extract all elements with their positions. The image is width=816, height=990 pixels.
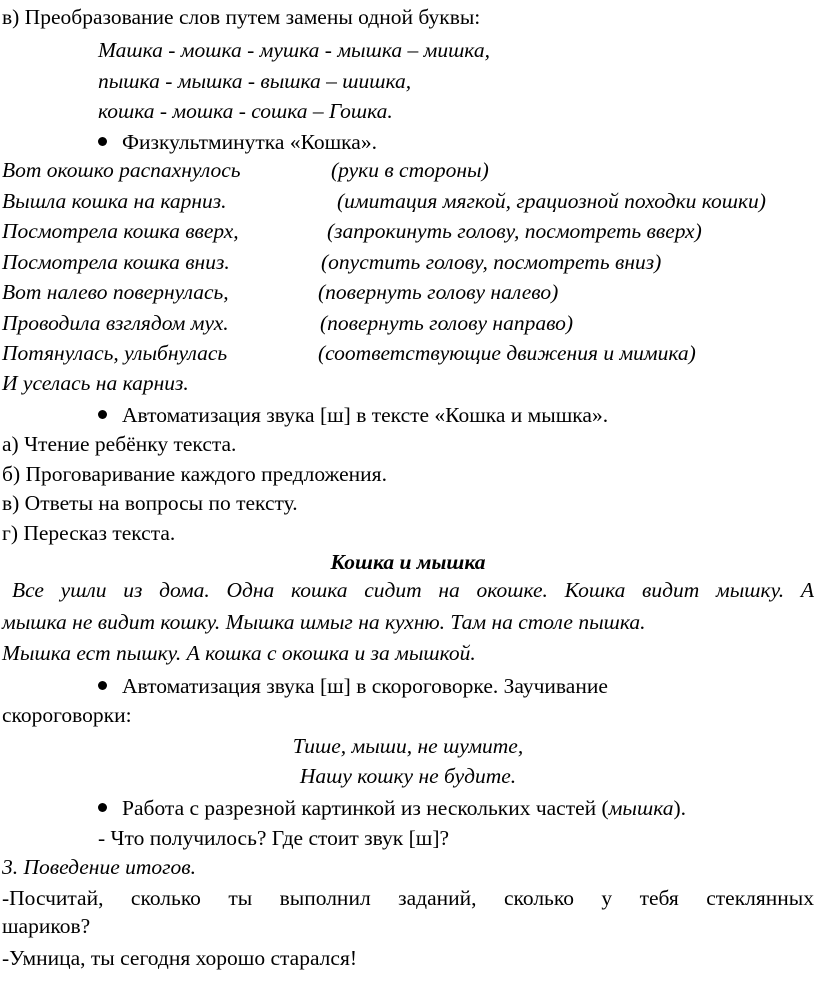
word-chain-line-1: Машка - мошка - мушка - мышка – мишка, xyxy=(98,38,490,62)
step-item: а) Чтение ребёнку текста. xyxy=(2,432,237,456)
summary-question-line-1: -Посчитай, сколько ты выполнил заданий, сколько у тебя стеклянных xyxy=(2,886,814,910)
step-item: в) Ответы на вопросы по тексту. xyxy=(2,491,298,515)
bullet-dot-icon xyxy=(98,681,107,690)
summary-question-line-2: шариков? xyxy=(2,914,91,938)
poem-line: Проводила взглядом мух. xyxy=(2,311,229,335)
story-line-3: Мышка ест пышку. А кошка с окошка и за мышкой. xyxy=(2,641,476,665)
automation-text-bullet: Автоматизация звука [ш] в тексте «Кошка и мышка». xyxy=(98,402,608,428)
tongue-twister-bullet: Автоматизация звука [ш] в скороговорке. Заучивание xyxy=(98,673,608,699)
tongue-twister-line-1: Тише, мыши, не шумите, xyxy=(292,734,524,758)
poem-action: (запрокинуть голову, посмотреть вверх) xyxy=(327,219,702,243)
picture-word: мышка xyxy=(608,796,674,820)
poem-line: Вышла кошка на карниз. xyxy=(2,189,227,213)
poem-line: Посмотрела кошка вниз. xyxy=(2,250,230,274)
bullet-dot-icon xyxy=(98,410,107,419)
poem-action: (повернуть голову направо) xyxy=(320,311,574,335)
step-item: г) Пересказ текста. xyxy=(2,521,176,545)
bullet-dot-icon xyxy=(98,803,107,812)
poem-line: И уселась на карниз. xyxy=(2,371,189,395)
poem-line: Вот окошко распахнулось xyxy=(2,158,241,182)
summary-heading: 3. Поведение итогов. xyxy=(2,855,197,879)
story-title: Кошка и мышка xyxy=(330,550,486,574)
poem-action: (опустить голову, посмотреть вниз) xyxy=(321,250,662,274)
picture-task-bullet: Работа с разрезной картинкой из нескольких частей (мышка). xyxy=(98,795,686,821)
word-chain-line-2: пышка - мышка - вышка – шишка, xyxy=(98,69,412,93)
fizkult-bullet: Физкультминутка «Кошка». xyxy=(98,129,377,155)
picture-task-question: - Что получилось? Где стоит звук [ш]? xyxy=(98,826,450,850)
poem-line: Посмотрела кошка вверх, xyxy=(2,219,239,243)
word-chain-line-3: кошка - мошка - сошка – Гошка. xyxy=(98,99,393,123)
poem-action: (соответствующие движения и мимика) xyxy=(318,341,696,365)
poem-action: (повернуть голову налево) xyxy=(318,280,559,304)
poem-line: Потянулась, улыбнулась xyxy=(2,341,228,365)
poem-action: (руки в стороны) xyxy=(331,158,489,182)
summary-praise: -Умница, ты сегодня хорошо старался! xyxy=(2,946,358,970)
story-line-2: мышка не видит кошку. Мышка шмыг на кухню. Там на столе пышка. xyxy=(2,610,646,634)
poem-action: (имитация мягкой, грациозной походки кошки) xyxy=(337,189,766,213)
tongue-twister-line-2: Нашу кошку не будите. xyxy=(299,764,517,788)
story-line-1: Все ушли из дома. Одна кошка сидит на окошке. Кошка видит мышку. А xyxy=(12,578,814,602)
tongue-twister-continuation: скороговорки: xyxy=(2,703,132,727)
poem-line: Вот налево повернулась, xyxy=(2,280,229,304)
step-item: б) Проговаривание каждого предложения. xyxy=(2,462,387,486)
bullet-dot-icon xyxy=(98,137,107,146)
section-v-heading: в) Преобразование слов путем замены одной буквы: xyxy=(2,5,481,29)
